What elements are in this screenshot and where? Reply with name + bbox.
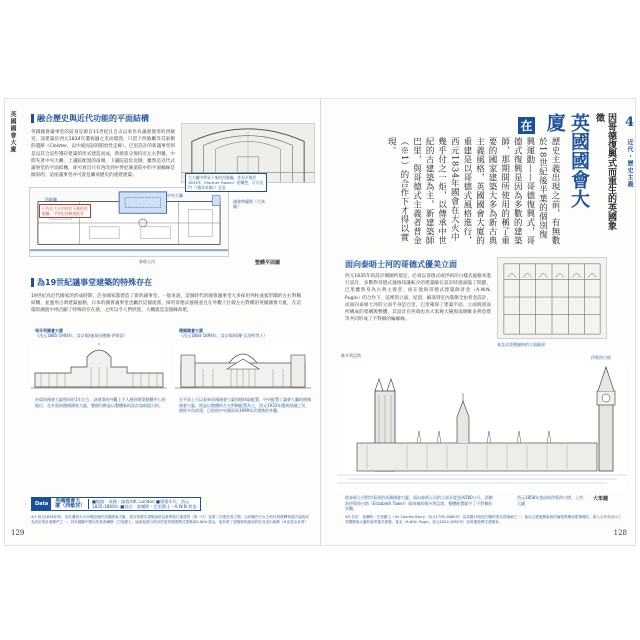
germany-label	[179, 328, 309, 339]
right-page	[321, 99, 636, 546]
data-box-building-name: 英國國會大廈（西敏宮）	[51, 499, 89, 509]
panorama-caption: 從泰晤士河對岸看到的英國國會大廈。面向泰晤士河的立面長度達到280公尺，西側的伊莉莎白塔（Elizabeth Tower）與南端的維多利亞塔，整體配置賦予了不對稱的外觀。	[345, 495, 493, 512]
thames-label: 泰晤士河	[139, 259, 155, 264]
clock-tower-right-label: 伊莉莎白塔	[591, 355, 611, 360]
germany-desc: （西元1884-1894年，設計師/保羅·瓦洛特等人）	[179, 333, 268, 339]
heading-mark	[31, 114, 34, 123]
remains-callout: 只有在大火中倖存下來的西敏廳、中世紀的修道院等	[39, 204, 91, 218]
germany-name: 德國國會大廈	[179, 328, 203, 333]
right-title: 英國國會大廈	[544, 113, 590, 208]
section-heading-special	[31, 277, 152, 288]
hungary-svg	[31, 343, 167, 393]
central-hall-label: 中央大廳	[167, 193, 183, 198]
victoria-tower-label: 維多利亞塔	[341, 353, 361, 358]
hungary-parliament-drawing	[31, 343, 167, 393]
data-box-items: ■地點：英國・倫敦/UK, London ■建築年代：西元1835-1860年 ■設計：查爾斯・巴里爵士・A.W.N.普金	[91, 498, 197, 509]
right-side-tab: 近代・歷史主義	[626, 139, 633, 188]
big-ben-label: 大笨鐘	[593, 496, 609, 502]
hungary-label	[35, 328, 165, 339]
left-page	[5, 99, 321, 546]
right-body-vertical: 歷史主義出現之前，有無數於18世紀後半葉的個別復興運動——哥德復興式，哥德式復興是因為多數的建築師，那期間所使用的稱了重要的國家建築大多為新古典主義風格，英國國會大廈的重建是以哥德式風格進行，西元1834年國會在大火中幾乎付之一炬，以傳承中世紀的古建築為主，新建築師巴里，與哥德式主義者普金（※1）的合作下才得以實現。	[386, 137, 560, 245]
panorama-drawing	[337, 361, 627, 491]
germany-svg	[175, 343, 311, 393]
hungary-caption: 宏偉的國會大廈相同於1年左右，該建築的外觀上令人感到建築整體中心的地位，在外面的德國國家大廈，整個均衡是以整體新的設計協助提示的。	[35, 397, 166, 408]
right-page-number: 128	[613, 529, 627, 537]
clock-tower-caption: 西元1858年落成的伊莉莎白塔，上有大鐘	[517, 495, 584, 506]
floor-plan-svg	[30, 188, 228, 256]
chapter-number: 4	[624, 115, 634, 130]
right-subtitle: 因哥德復興式而重生的英國象徵	[594, 113, 616, 230]
central-hall-callout: 左大廳中傳承下來的西敏廳，作為平衡於1834年（Harmer Haven）的構想，可可見門（"精英英國"）在設	[185, 173, 267, 192]
floor-plan-figure	[29, 187, 229, 257]
facade-detail-drawing	[497, 257, 607, 339]
overall-plan-label: 整體平面圖	[255, 260, 281, 266]
section-heading-plan	[31, 113, 149, 124]
germany-caption: 在平面上可以看到英國國會大廈同樣採取配置，中央配置了議會大廳的德國國會大廈，則是以整體的左右對稱配置為主，西元1933年遭到祝融之災，歷經多次改建，目前的中央圓頂為1999年改建後的外觀。	[179, 397, 311, 414]
clock-tower-label: 國會時鐘塔（大笨鐘）	[233, 199, 265, 209]
hungary-name: 匈牙利國會大廈	[35, 328, 63, 333]
special-paragraph: 19世紀為近代國家的形成時期，許多國家都建造了新的議事堂，一般來說，這個時代的國會議事堂大多採用列柱或弧形牆的左右對稱結構，並運用古典建築風格，日本的國會議事堂也屬於這個流派，採用哥德式風格並且在外觀上打破左右對稱的英國國會大廈，在這樣的潮流中則凸顯了特殊的存在感，之所以令人們欣賞，大概就是這個緣故吧。	[31, 294, 301, 314]
left-side-tab: 英國國會大廈	[9, 111, 16, 153]
panorama-svg	[337, 361, 627, 491]
hungary-desc: （西元1885-1904年，設計師/施泰因德爾·伊姆雷）	[35, 333, 128, 339]
body-dropcap: 在	[518, 117, 535, 134]
left-footnote: ※1 西元1834年時，由於遭到大火所燒毀後的英國國會大廈，是以哥德式建築風格為基準進行重建的（第一次）及第二次建設者之間，以伊麗莎白女王時代的都鐸哥德式風格或為設計的計畫條件之一。設計競圖中勝出的是查爾斯・巴里爵士，協助他進行設計的是哥德復興式建築家A.W.N.普金，他負責了建築物的細部設計及室內裝飾（※由普金負責）	[31, 515, 309, 524]
data-box	[31, 497, 201, 511]
data-box-label: Data	[32, 498, 51, 510]
section-heading-plan-text: 融合歷史與近代功能的平面結構	[37, 114, 149, 123]
river-facade-text: 西元1835年的設計競圖所規定，必須以哥德式或伊莉莎白樣式風格來進行設計，多數對哥德式風格知識較少的建築師在設計時就面臨了問題，巴里雖然身為古典主義者，而在他與哥德式建築師普金（A.W.N. Pugin）的合作下，這裡的立面、屋頂、細部到室內裝飾全由普金設計，而面向泰晤士河的立面半身是巴里，巴里確保了建築平面、立面與剖面所構成的架構與整體，其設計在西端也為大笨鐘大鐘與南側維多利亞塔等共同形成了不對稱的輪廓線。	[345, 274, 491, 323]
river-facade-heading: 面向泰晤士河的哥德式優美立面	[345, 260, 457, 269]
germany-reichstag-drawing	[175, 343, 311, 393]
heading-mark-2	[31, 278, 34, 287]
plan-paragraph: 英國國會議事堂的前身是源自11世紀且自古以來作為議會使用的西敏宮，該建築於西元1834年遭祝融之災而燒毀，只留下西敏廳等其東側的遺跡（Cloister，以中庭而設的開放性走廊），巴里設計的新議事堂則是以其合這些殘存建築的形式建造而成，新建部分保持近左右對稱，中間夾著中央大廳，上議院配置的南側，下議院設於北側，雖然是近代式議事堂的平面結構，卻可看出只有西改到中世紀修道院中的平面軸線是傾斜的，這座議事堂亦可說是繼承歷史的重建建築。	[31, 130, 175, 179]
west-hall-label: 西敏廳	[45, 197, 57, 202]
book-spread	[4, 98, 636, 546]
left-page-number: 129	[11, 529, 25, 537]
facade-detail-svg	[498, 258, 606, 338]
right-footnote: ※2 位於：查爾斯・巴里爵士（Sir Charles Barry，西元1795-1860年）為英國19世紀初期的著名建築師之一，他以文藝復興風格的倫敦俱樂部建築聞名，兩人合作設計出了英國國會大廈的新哥德式建築。普金（A.W.N. Pugin，西元1812-1852年）為哥德復興式建築家。	[345, 515, 622, 524]
section-heading-special-text: 為19世紀議事堂建築的特殊存在	[37, 278, 153, 287]
facade-detail-caption: 垂直式哥德風格的立面細部	[497, 342, 545, 347]
